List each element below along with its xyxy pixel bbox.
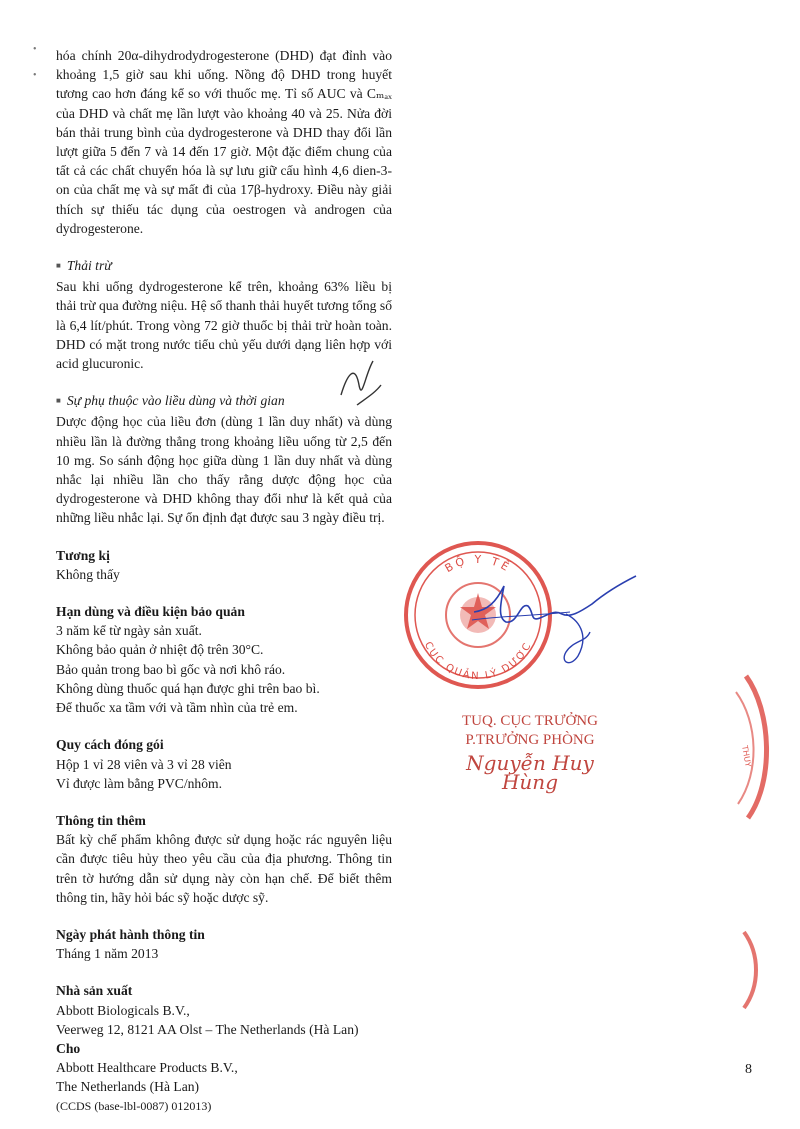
- partial-stamp-mark: [736, 930, 766, 1010]
- elimination-heading: ■ Thải trừ: [56, 256, 392, 277]
- signatory-name: Nguyễn Huy Hùng: [466, 751, 594, 794]
- page-number: 8: [745, 1062, 752, 1077]
- stamp-top-text: BỘ Y TẾ: [442, 552, 514, 576]
- storage-heading: Hạn dùng và điều kiện bảo quản: [56, 604, 245, 620]
- incompatibility-text: Không thấy: [56, 566, 120, 582]
- partial-stamp-mark: [728, 672, 778, 822]
- for-company: Abbott Healthcare Products B.V.,: [56, 1060, 238, 1076]
- ccds-code: (CCDS (base-lbl-0087) 012013): [56, 1098, 212, 1113]
- storage-lines: [56, 621, 392, 717]
- more-info-paragraph: Bất kỳ chế phẩm không được sử dụng hoặc rác nguyên liệu cần được tiêu hủy theo yêu cầu của địa phương. Thông tin trên tờ hướng dẫn sử dụng này còn hạn chế. Để biết thêm thông tin, hãy hỏi bác sỹ hoặc dược sỹ.: [56, 832, 392, 905]
- storage-line: Để thuốc xa tầm với và tầm nhìn của trẻ em.: [56, 700, 298, 716]
- signatory-title: TUQ. CỤC TRƯỞNG: [462, 713, 598, 729]
- stamp-bottom-text: CỤC QUẢN LÝ DƯỢC: [421, 640, 535, 683]
- packaging-heading: Quy cách đóng gói: [56, 737, 164, 753]
- incompatibility-heading: Tương kị: [56, 547, 110, 563]
- bullet-icon: ■: [56, 396, 61, 406]
- storage-line: Bảo quản trong bao bì gốc và nơi khô ráo.: [56, 661, 286, 677]
- manufacturer-name: Abbott Biologicals B.V.,: [56, 1002, 190, 1018]
- for-country: The Netherlands (Hà Lan): [56, 1079, 200, 1095]
- packaging-line: Hộp 1 vỉ 28 viên và 3 vỉ 28 viên: [56, 756, 232, 772]
- issue-date-text: Tháng 1 năm 2013: [56, 946, 159, 962]
- for-heading: Cho: [56, 1040, 81, 1056]
- dose-time-heading: ■ Sự phụ thuộc vào liều dùng và thời gian: [56, 391, 392, 412]
- leaflet-column: [56, 46, 392, 1116]
- dose-time-paragraph: Dược động học của liều đơn (dùng 1 lần duy nhất) và dùng nhiều lần là đường thẳng trong khoảng liều uống từ 2,5 đến 10 mg. So sánh động học giữa dùng 1 lần duy nhất và dùng nhắc lại nhiều lần cho thấy rằng dược động học của dydrogesterone và DHD không thay đổi như là kết quả của những liều nhắc lại. Sự ổn định đạt được sau 3 ngày điều trị.: [56, 414, 392, 526]
- margin-mark: •: [33, 44, 37, 55]
- signatory-block: [440, 712, 620, 792]
- margin-mark: •: [33, 70, 37, 81]
- bullet-icon: ■: [56, 261, 61, 271]
- manufacturer-heading: Nhà sản xuất: [56, 983, 133, 999]
- elimination-paragraph: Sau khi uống dydrogesterone kể trên, khoảng 63% liều bị thải trừ qua đường niệu. Hệ số thanh thải huyết tương tổng số là 6,4 lít/phút. Trong vòng 72 giờ thuốc bị thải trừ hoàn toàn. DHD có mặt trong nước tiểu chủ yếu dưới dạng liên hợp với acid glucuronic.: [56, 279, 392, 372]
- manufacturer-address: Veerweg 12, 8121 AA Olst – The Netherlands (Hà Lan): [56, 1021, 359, 1037]
- packaging-line: Vỉ được làm bằng PVC/nhôm.: [56, 775, 222, 791]
- storage-line: 3 năm kể từ ngày sản xuất.: [56, 623, 202, 639]
- storage-line: Không bảo quản ở nhiệt độ trên 30°C.: [56, 642, 264, 658]
- handwritten-signature: [470, 572, 640, 672]
- issue-date-heading: Ngày phát hành thông tin: [56, 926, 205, 942]
- signatory-subtitle: P.TRƯỞNG PHÒNG: [465, 732, 595, 748]
- svg-text:THUY: THUY: [740, 744, 753, 768]
- packaging-lines: [56, 755, 392, 793]
- pharmacokinetics-paragraph: hóa chính 20α-dihydrodydrogesterone (DHD) đạt đỉnh vào khoảng 1,5 giờ sau khi uống. Nồng độ DHD trong huyết tương cao hơn đáng kể so với thuốc mẹ. Tỉ số AUC và Cₘₐₓ của DHD và chất mẹ lần lượt vào khoảng 40 và 25. Nửa đời bán thải trung bình của dydrogesterone và DHD thay đổi lần lượt giữa 5 đến 7 và 14 đến 17 giờ. Một đặc điểm chung của tất cả các chất chuyển hóa là sự lưu giữ cấu hình 4,6 dien-3-on của chất mẹ và sự mất đi của 17β-hydroxy. Điều này giải thích sự thiếu tác dụng của oestrogen và androgen của dydrogesterone.: [56, 48, 392, 236]
- more-info-heading: Thông tin thêm: [56, 812, 146, 828]
- handwritten-initial: [335, 355, 385, 417]
- storage-line: Không dùng thuốc quá hạn được ghi trên bao bì.: [56, 680, 320, 696]
